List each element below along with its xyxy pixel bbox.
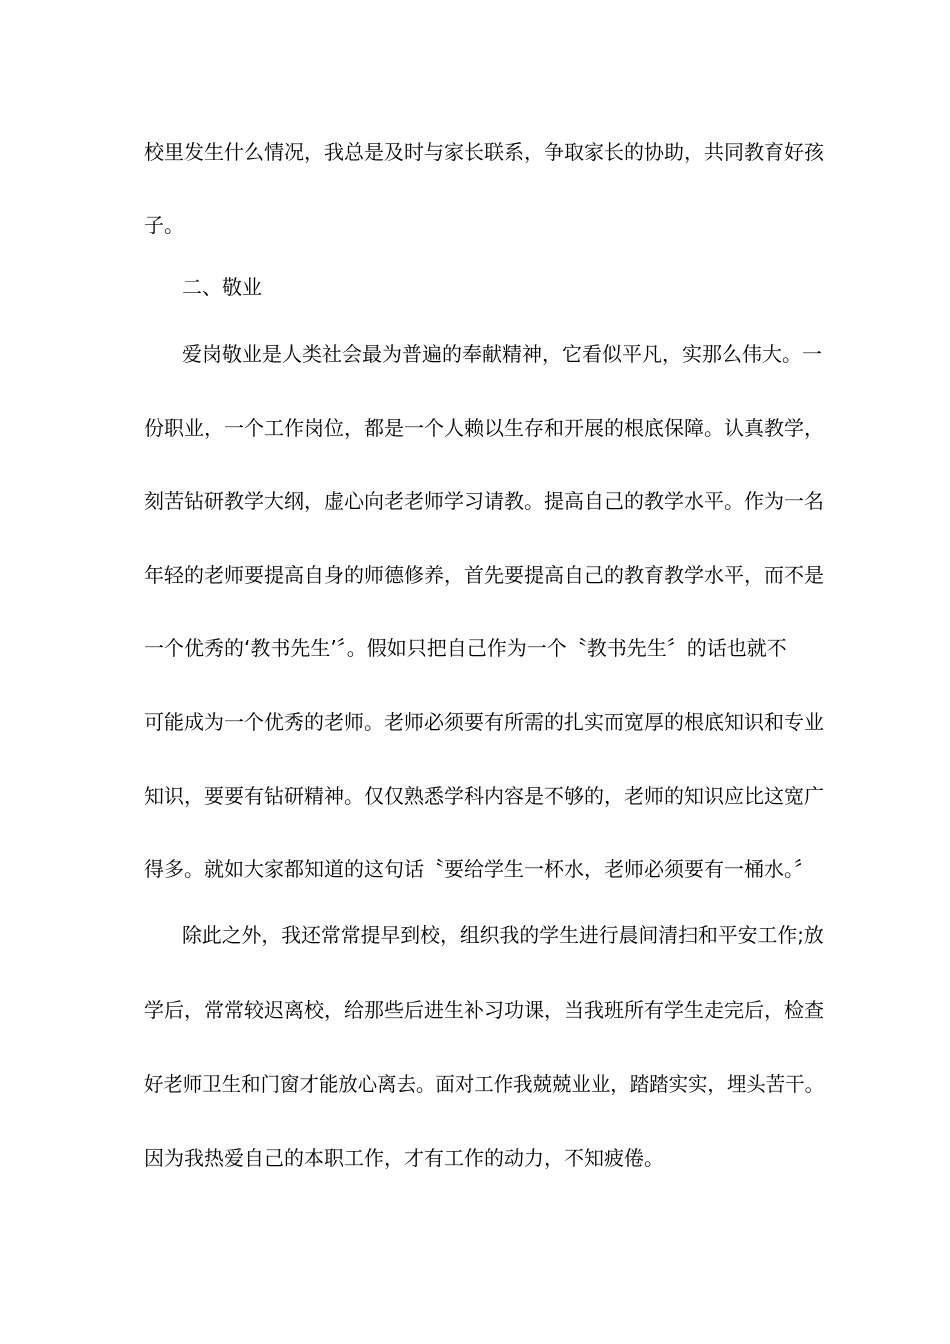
text-line: 好老师卫生和门窗才能放心离去。面对工作我兢兢业业，踏踏实实，埋头苦干。 <box>144 1072 824 1096</box>
text-line: 份职业，一个工作岗位，都是一个人赖以生存和开展的根底保障。认真教学， <box>144 416 824 440</box>
text-line: 一个优秀的‘教书先生’〞。假如只把自己作为一个〝教书先生〞的话也就不 <box>144 636 787 660</box>
text-line: 年轻的老师要提高自身的师德修养，首先要提高自己的教育教学水平，而不是 <box>144 563 824 587</box>
text-line: 除此之外，我还常常提早到校，组织我的学生进行晨间清扫和平安工作;放 <box>182 923 824 947</box>
text-line: 爱岗敬业是人类社会最为普遍的奉献精神，它看似平凡，实那么伟大。一 <box>182 342 822 366</box>
text-line: 可能成为一个优秀的老师。老师必须要有所需的扎实而宽厚的根底知识和专业 <box>144 710 824 734</box>
section-heading: 二、敬业 <box>182 275 262 299</box>
text-line: 得多。就如大家都知道的这句话〝要给学生一杯水，老师必须要有一桶水。〞 <box>144 857 814 881</box>
text-line: 子。 <box>144 213 184 237</box>
text-line: 校里发生什么情况，我总是及时与家长联系，争取家长的协助，共同教育好孩 <box>144 140 824 164</box>
text-line: 刻苦钻研教学大纲，虚心向老老师学习请教。提高自己的教学水平。作为一名 <box>144 489 824 513</box>
text-line: 知识，要要有钻研精神。仅仅熟悉学科内容是不够的，老师的知识应比这宽广 <box>144 784 824 808</box>
text-line: 因为我热爱自己的本职工作，才有工作的动力，不知疲倦。 <box>144 1146 664 1170</box>
text-line: 学后，常常较迟离校，给那些后进生补习功课，当我班所有学生走完后，检查 <box>144 998 824 1022</box>
